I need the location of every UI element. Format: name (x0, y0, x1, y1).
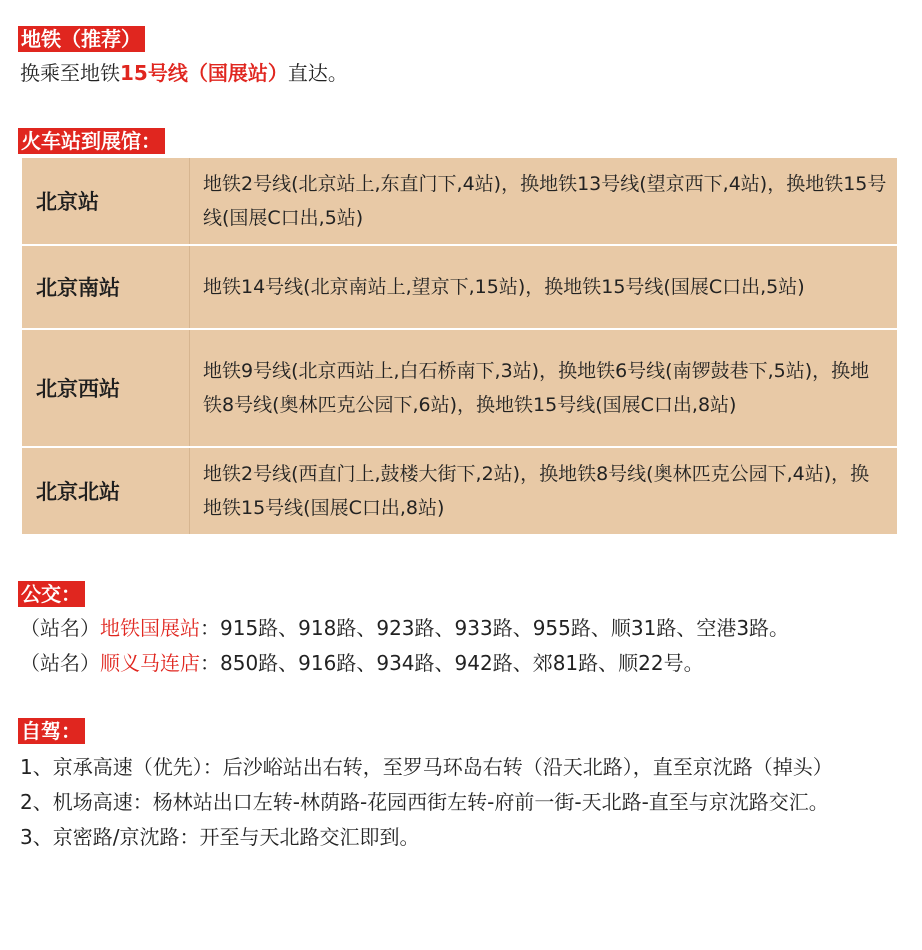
train-section-tag: 火车站到展馆： (18, 128, 165, 154)
driving-instructions (20, 750, 912, 855)
bus-line-prefix: （站名） (20, 651, 100, 675)
train-route-table (22, 158, 897, 536)
subway-line-suffix: 直达。 (287, 61, 348, 85)
table-row (22, 447, 897, 535)
bus-route-list: ：915路、918路、923路、933路、955路、顺31路、空港3路。 (200, 616, 790, 640)
station-name: 北京站 (22, 158, 190, 245)
bus-line (20, 611, 789, 645)
station-name: 北京北站 (22, 447, 190, 535)
route-description: 地铁14号线(北京南站上,望京下,15站)，换地铁15号线(国展C口出,5站) (190, 245, 898, 329)
bus-stop-name: 顺义马连店 (100, 651, 200, 675)
subway-section-tag: 地铁（推荐） (18, 26, 145, 52)
table-row (22, 329, 897, 447)
route-description: 地铁2号线(北京站上,东直门下,4站)，换地铁13号线(望京西下,4站)，换地铁15号线(国展C口出,5站) (190, 158, 898, 245)
subway-line-highlight: 15号线（国展站） (120, 61, 288, 85)
table-row (22, 158, 897, 245)
driving-section-tag: 自驾： (18, 718, 85, 744)
driving-item: 3、京密路/京沈路：开至与天北路交汇即到。 (20, 825, 420, 849)
station-name: 北京南站 (22, 245, 190, 329)
bus-section-tag: 公交： (18, 581, 85, 607)
bus-stop-name: 地铁国展站 (100, 616, 200, 640)
route-description: 地铁9号线(北京西站上,白石桥南下,3站)，换地铁6号线(南锣鼓巷下,5站)，换地铁8号线(奥林匹克公园下,6站)，换地铁15号线(国展C口出,8站) (190, 329, 898, 447)
driving-item: 2、机场高速：杨林站出口左转-林荫路-花园西街左转-府前一街-天北路-直至与京沈路交汇。 (20, 790, 829, 814)
route-description: 地铁2号线(西直门上,鼓楼大街下,2站)，换地铁8号线(奥林匹克公园下,4站)，换地铁15号线(国展C口出,8站) (190, 447, 898, 535)
driving-item: 1、京承高速（优先）：后沙峪站出右转，至罗马环岛右转（沿天北路），直至京沈路（掉头） (20, 755, 833, 779)
station-name: 北京西站 (22, 329, 190, 447)
bus-line (20, 646, 704, 680)
subway-instruction (20, 56, 348, 90)
bus-route-list: ：850路、916路、934路、942路、郊81路、顺22号。 (200, 651, 704, 675)
bus-line-prefix: （站名） (20, 616, 100, 640)
subway-line-prefix: 换乘至地铁 (20, 61, 120, 85)
table-row (22, 245, 897, 329)
